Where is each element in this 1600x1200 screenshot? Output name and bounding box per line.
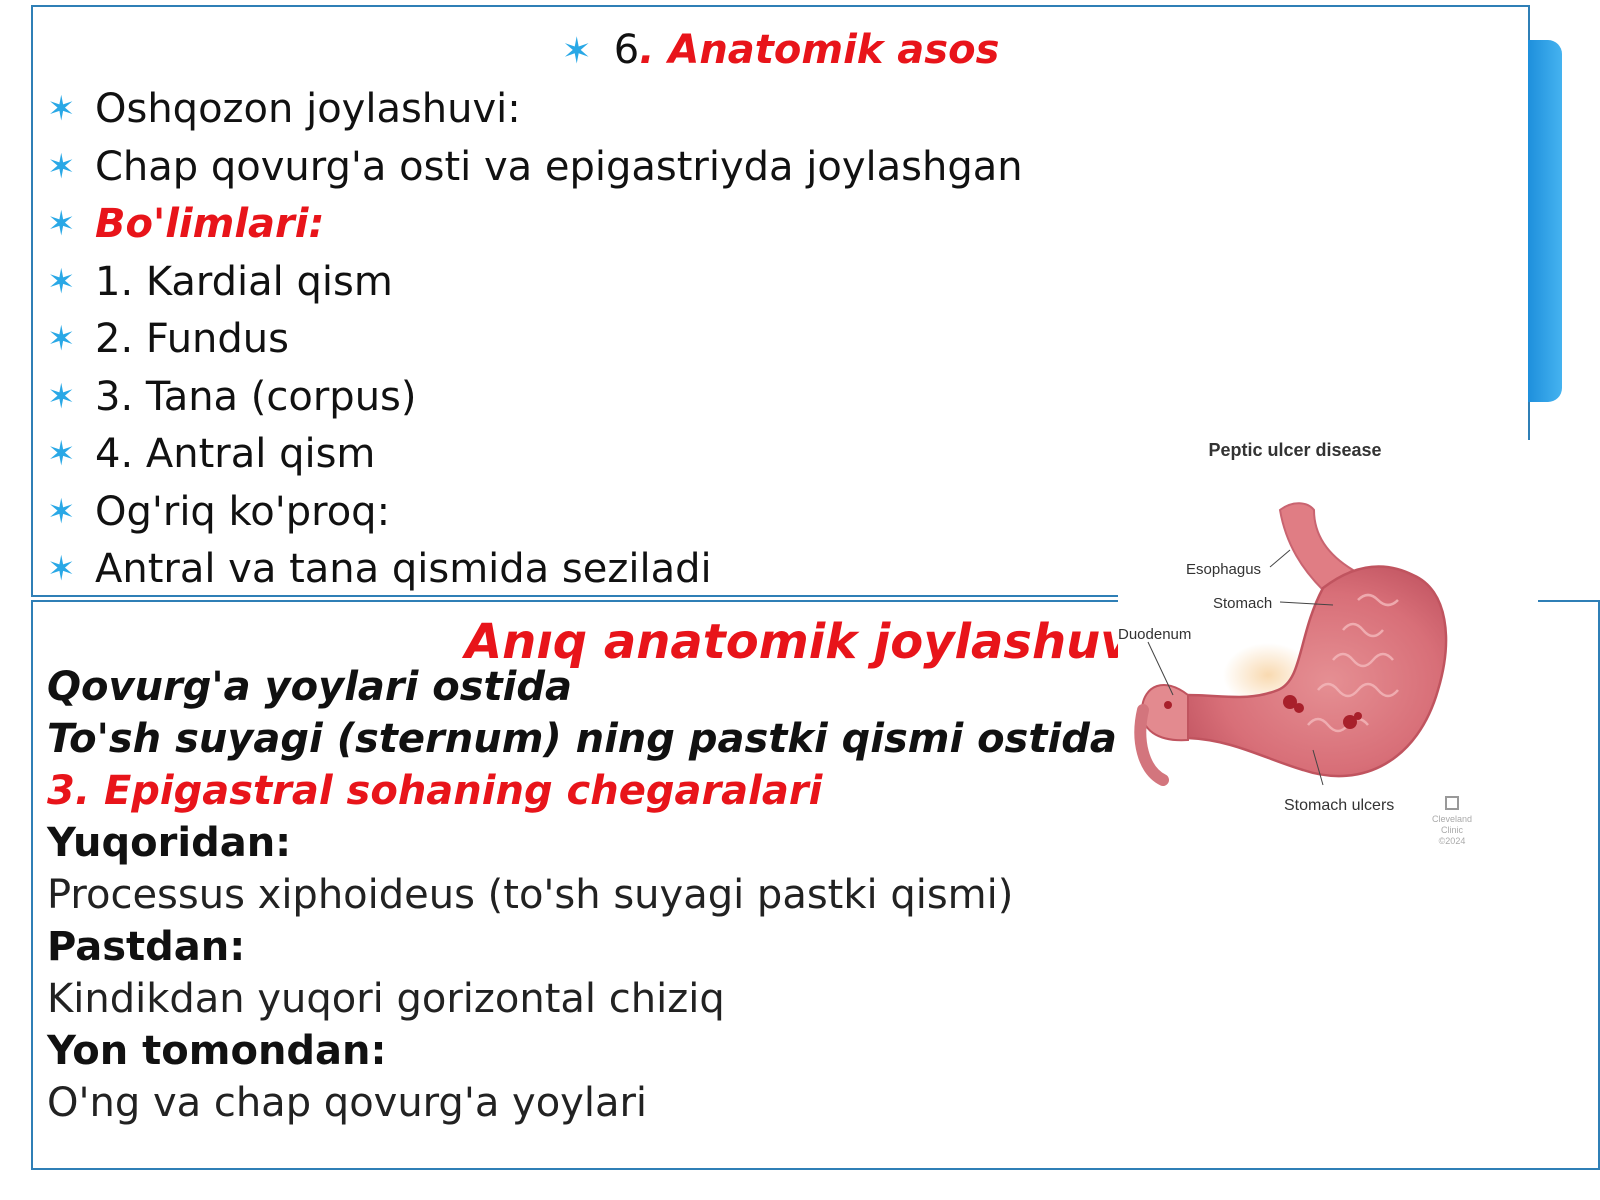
list-item — [47, 369, 1023, 427]
bullet-star-icon: ✶ — [47, 549, 76, 589]
bullet-star-icon: ✶ — [47, 376, 76, 417]
label-stomach: Stomach — [1213, 595, 1273, 612]
bullet-text: Chap qovurg'a osti va epigastriyda joylashgan — [95, 143, 1023, 190]
duodenum-shape — [1142, 685, 1188, 740]
list-item — [47, 541, 1023, 599]
title-number: 6 — [613, 27, 640, 73]
credit-line: ©2024 — [1438, 836, 1466, 846]
slide-title — [33, 25, 1528, 77]
bullet-text: Antral va tana qismida seziladi — [95, 546, 712, 592]
bullet-text: 2. Fundus — [95, 316, 289, 362]
section-subheading: 3. Epigastral sohaning chegaralari — [47, 768, 823, 814]
cleveland-clinic-logo-icon — [1446, 797, 1458, 809]
list-item — [47, 484, 1023, 542]
bullet-star-icon: ✶ — [47, 146, 76, 187]
boundary-label-side: Yon tomondan: — [47, 1028, 387, 1074]
list-item — [47, 426, 1023, 484]
label-esophagus: Esophagus — [1186, 561, 1262, 578]
list-item — [47, 254, 1023, 312]
section-heading: Anıq anatomik joylashuv — [465, 614, 1132, 670]
bullet-text: 1. Kardial qism — [95, 258, 393, 305]
credit-line: Clinic — [1440, 825, 1464, 835]
boundary-text-side: O'ng va chap qovurg'a yoylari — [47, 1080, 648, 1126]
bullet-text-heading: Bo'limlari: — [95, 201, 325, 247]
slide-side-tab — [1528, 40, 1562, 402]
bullet-list — [47, 81, 1023, 599]
boundary-label-bottom: Pastdan: — [47, 924, 246, 970]
label-duodenum: Duodenum — [1118, 626, 1192, 643]
bullet-star-icon: ✶ — [561, 31, 592, 72]
bullet-star-icon: ✶ — [47, 204, 76, 244]
title-text: . Anatomik asos — [639, 27, 1000, 73]
bullet-star-icon: ✶ — [47, 434, 76, 474]
list-item — [47, 139, 1023, 197]
boundary-label-top: Yuqoridan: — [47, 820, 292, 866]
credit-line: Cleveland — [1431, 814, 1473, 824]
label-stomach-ulcers: Stomach ulcers — [1284, 797, 1395, 814]
bullet-text: Og'riq ko'proq: — [95, 488, 391, 535]
bullet-text: 4. Antral qism — [95, 431, 376, 477]
list-item — [47, 81, 1023, 139]
bullet-star-icon: ✶ — [47, 89, 76, 129]
text-line: Qovurg'a yoylari ostida — [47, 664, 572, 710]
list-item — [47, 196, 1023, 254]
list-item — [47, 311, 1023, 369]
boundary-text-bottom: Kindikdan yuqori gorizontal chiziq — [47, 976, 725, 1022]
bullet-text: Oshqozon joylashuvi: — [95, 86, 521, 132]
bullet-star-icon: ✶ — [47, 261, 76, 302]
bullet-star-icon: ✶ — [47, 491, 76, 532]
bullet-text: 3. Tana (corpus) — [95, 373, 417, 420]
boundary-text-top: Processus xiphoideus (to'sh suyagi pastki qismi) — [47, 872, 1014, 918]
stomach-illustration — [1118, 440, 1538, 880]
bullet-star-icon: ✶ — [47, 319, 76, 359]
illustration-title: Peptic ulcer disease — [1208, 440, 1382, 460]
text-line: To'sh suyagi (sternum) ning pastki qismi ostida — [47, 716, 1117, 762]
